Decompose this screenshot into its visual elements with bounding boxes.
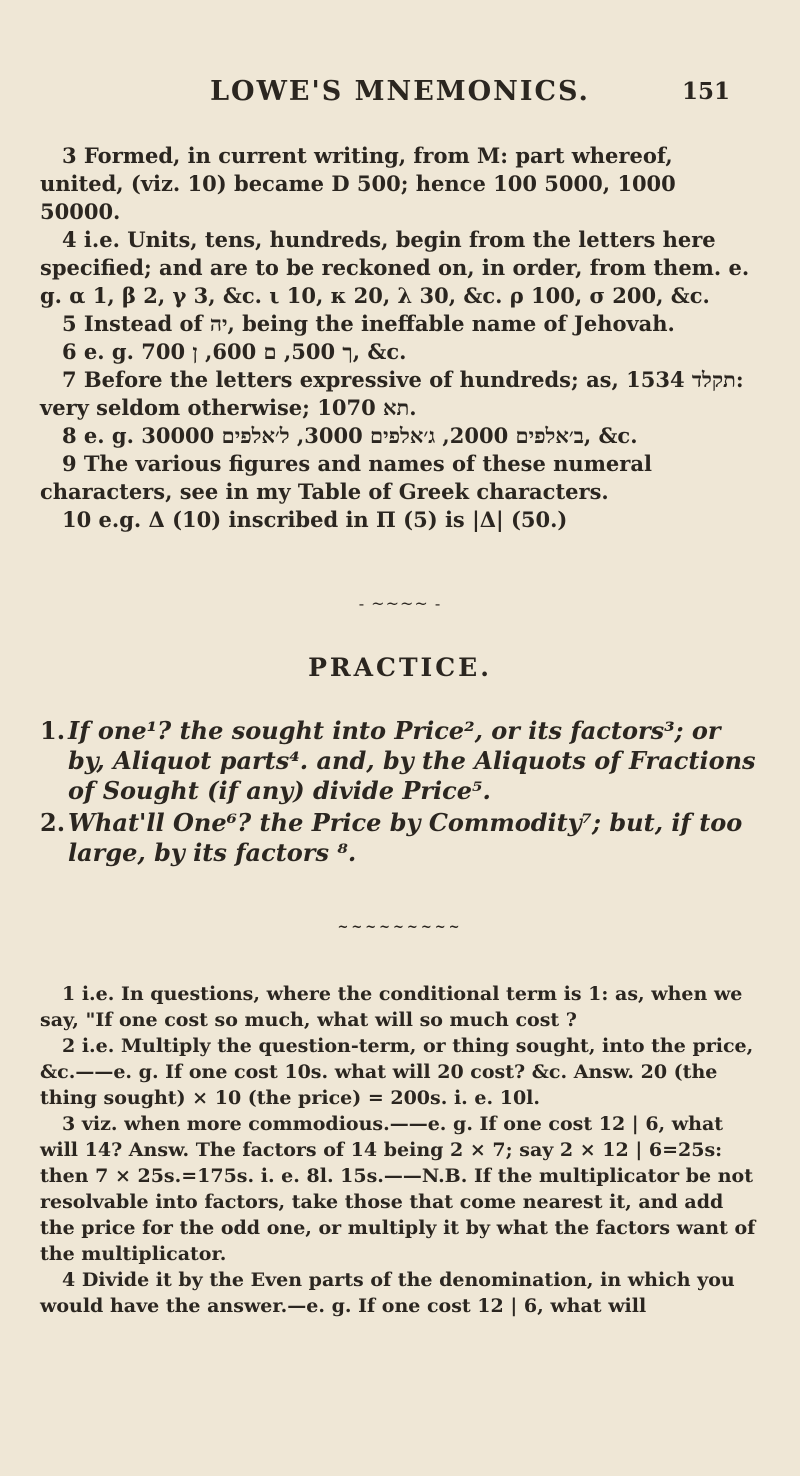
footnote-2: 2 i.e. Multiply the question-term, or thing sought, into the price, &c.——e. g. If one cost 10s. what will 20 cost? &c. Answ. 20 (the thing sought) × 10 (the price) = 200s. i. e. 10l.	[40, 1035, 754, 1109]
footnote-3: 3 viz. when more commodious.——e. g. If one cost 12 | 6, what will 14? Answ. The factors of 14 being 2 × 7; say 2 × 12 | 6=25s: then 7 × 25s.=175s. i. e. 8l. 15s.——N.B. If the multiplicator be not resolvable into factors, take those that come nearest it, and add the price for the odd one, or multiply it by what the factors want of the multiplicator.	[40, 1113, 756, 1265]
note-4: 4 i.e. Units, tens, hundreds, begin from the letters here specified; and are to be reckoned on, in order, from them. e. g. α 1, β 2, γ 3, &c. ι 10, κ 20, λ 30, &c. ρ 100, σ 200, &c.	[40, 227, 750, 308]
rule-item	[40, 716, 760, 806]
page-number: 151	[681, 78, 730, 105]
notes-block	[40, 142, 760, 534]
footnote-4: 4 Divide it by the Even parts of the denomination, in which you would have the answer.—e. g. If one cost 12 | 6, what will	[40, 1269, 735, 1317]
running-head	[40, 36, 760, 107]
rule-text: If one¹? the sought into Price², or its factors³; or by, Aliquot parts⁴. and, by the Aliquots of Fractions of Sought (if any) divide Price⁵.	[68, 716, 756, 805]
note-7: 7 Before the letters expressive of hundreds; as, תקלד 1534: very seldom otherwise; תא 1070.	[40, 367, 744, 420]
footnote-1: 1 i.e. In questions, where the conditional term is 1: as, when we say, "If one cost so much, what will so much cost ?	[40, 983, 743, 1031]
rule-number: 1.	[40, 716, 66, 745]
footnotes-block	[40, 981, 760, 1319]
note-3: 3 Formed, in current writing, from M: part whereof, united, (viz. 10) became D 500; hence 100 5000, 1000 50000.	[40, 143, 676, 224]
rule-number: 2.	[40, 808, 66, 837]
dots-divider: ~~~~~~~~~	[337, 920, 463, 935]
rule-item	[40, 808, 760, 868]
note-5: 5 Instead of יה, being the ineffable name of Jehovah.	[62, 311, 675, 336]
practice-rules	[40, 716, 760, 868]
note-10: 10 e.g. Δ (10) inscribed in Π (5) is |Δ| (50.)	[62, 507, 568, 532]
note-9: 9 The various figures and names of these numeral characters, see in my Table of Greek characters.	[40, 451, 652, 504]
ornamental-divider: - ~~~~ -	[358, 594, 442, 613]
rule-text: What'll One⁶? the Price by Commodity⁷; but, if too large, by its factors ⁸.	[68, 808, 743, 867]
section-heading: PRACTICE.	[308, 653, 492, 682]
running-title: LOWE'S MNEMONICS.	[210, 76, 590, 107]
note-8: 8 e. g. ב׳אלפים 2000, ג׳אלפים 3000, ל׳אלפים 30000, &c.	[62, 423, 638, 448]
note-6: 6 e. g. ך 500, ם 600, ן 700, &c.	[62, 339, 407, 364]
